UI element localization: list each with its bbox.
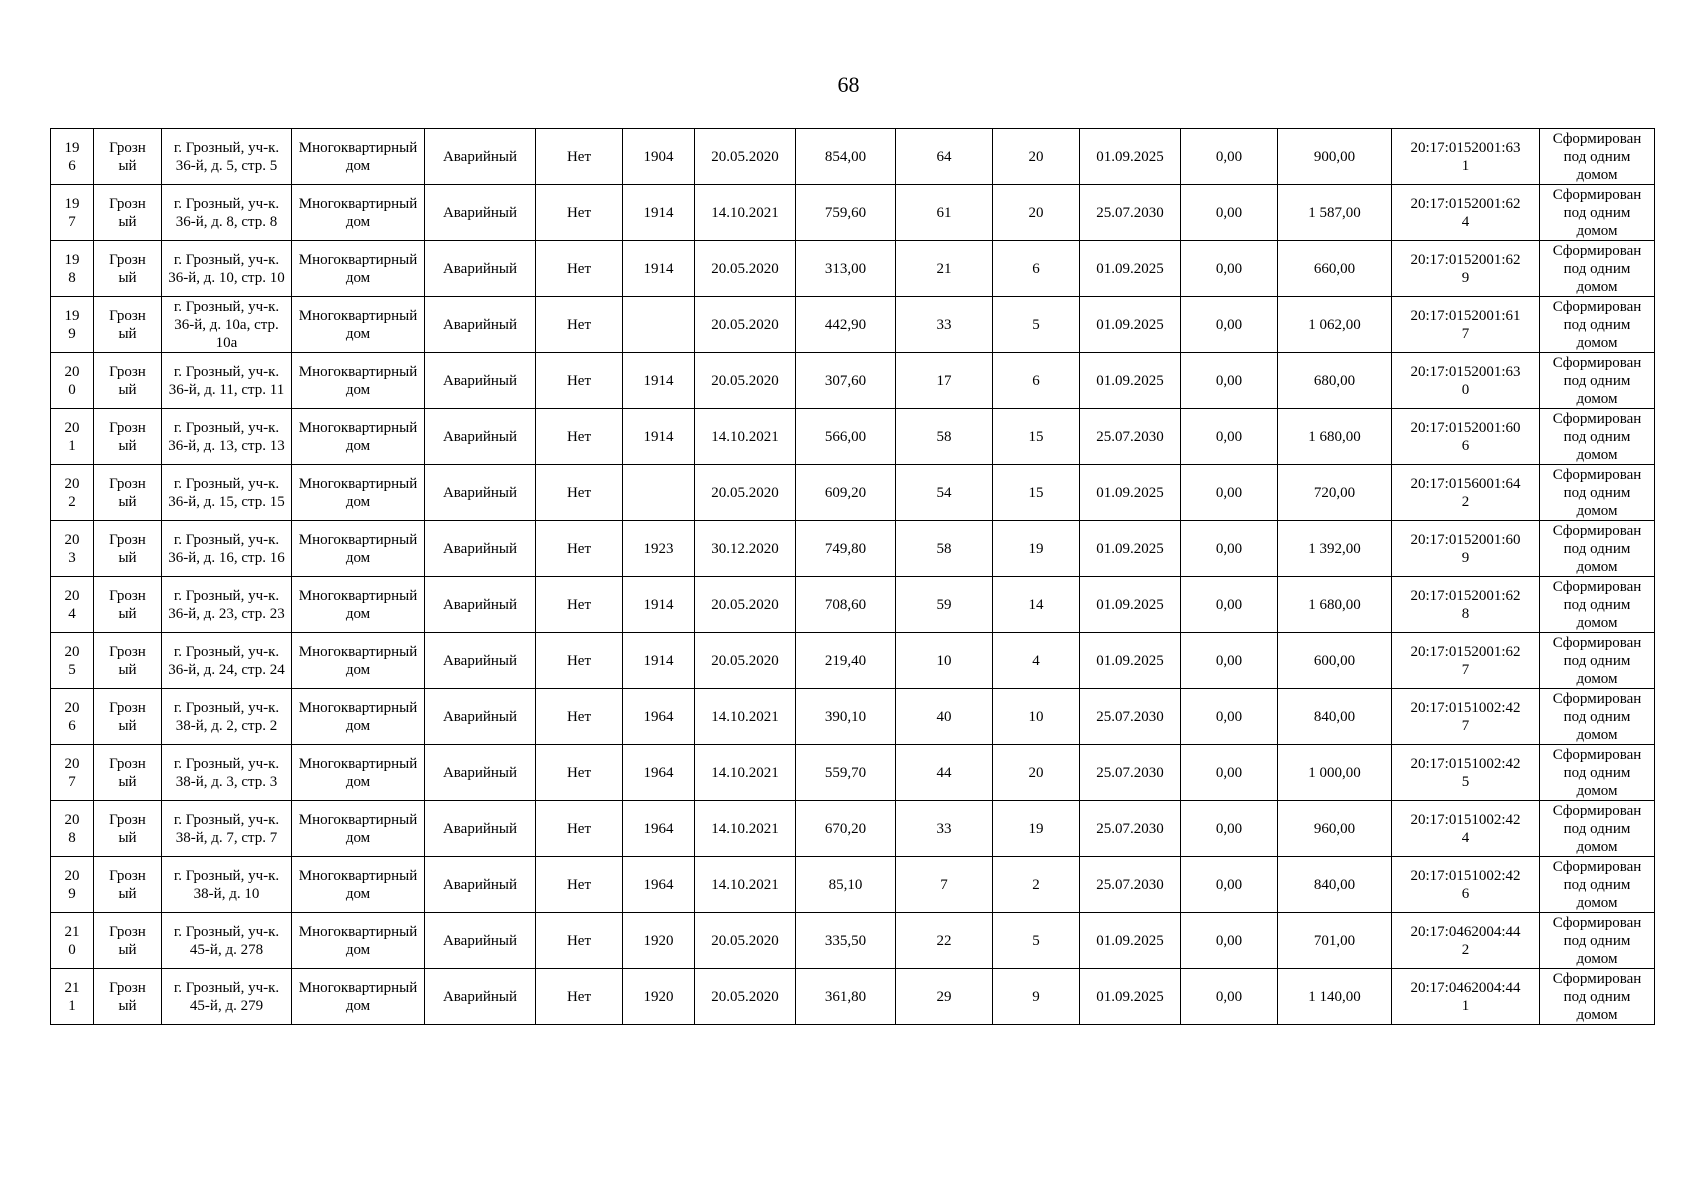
cell-planned-date: 01.09.2025 (1080, 913, 1181, 969)
cell-land-area: 1 680,00 (1278, 409, 1392, 465)
cell-city: Грозн ый (94, 969, 162, 1025)
cell-row-number: 20 5 (51, 633, 94, 689)
cell-row-number: 20 9 (51, 857, 94, 913)
cell-building-status: Аварийный (425, 409, 536, 465)
cell-residents-count: 61 (896, 185, 993, 241)
cell-row-number: 19 7 (51, 185, 94, 241)
cell-building-status: Аварийный (425, 745, 536, 801)
cell-recognition-date: 20.05.2020 (695, 969, 796, 1025)
cell-area: 609,20 (796, 465, 896, 521)
cell-zero-value: 0,00 (1181, 857, 1278, 913)
cell-city: Грозн ый (94, 521, 162, 577)
cell-zero-value: 0,00 (1181, 465, 1278, 521)
cell-area: 670,20 (796, 801, 896, 857)
cell-recognition-date: 20.05.2020 (695, 297, 796, 353)
cell-row-number: 20 1 (51, 409, 94, 465)
cell-land-formation: Сформирован под одним домом (1540, 409, 1655, 465)
housing-registry-table (50, 128, 1655, 1025)
table-row (51, 913, 1655, 969)
cell-row-number: 20 6 (51, 689, 94, 745)
cell-cadastral-number: 20:17:0152001:62 9 (1392, 241, 1540, 297)
cell-planned-date: 25.07.2030 (1080, 689, 1181, 745)
cell-flag: Нет (536, 689, 623, 745)
cell-recognition-date: 14.10.2021 (695, 801, 796, 857)
cell-city: Грозн ый (94, 633, 162, 689)
cell-cadastral-number: 20:17:0156001:64 2 (1392, 465, 1540, 521)
cell-construction-year: 1914 (623, 633, 695, 689)
cell-land-formation: Сформирован под одним домом (1540, 633, 1655, 689)
cell-land-area: 720,00 (1278, 465, 1392, 521)
table-row (51, 465, 1655, 521)
cell-construction-year: 1914 (623, 577, 695, 633)
cell-land-formation: Сформирован под одним домом (1540, 521, 1655, 577)
cell-building-status: Аварийный (425, 969, 536, 1025)
cell-residents-count: 64 (896, 129, 993, 185)
cell-construction-year: 1914 (623, 185, 695, 241)
cell-residents-count: 33 (896, 801, 993, 857)
cell-recognition-date: 14.10.2021 (695, 857, 796, 913)
cell-residents-count: 7 (896, 857, 993, 913)
cell-flag: Нет (536, 129, 623, 185)
cell-building-status: Аварийный (425, 129, 536, 185)
cell-address: г. Грозный, уч-к. 36-й, д. 13, стр. 13 (162, 409, 292, 465)
cell-city: Грозн ый (94, 745, 162, 801)
cell-recognition-date: 20.05.2020 (695, 633, 796, 689)
cell-city: Грозн ый (94, 857, 162, 913)
cell-flag: Нет (536, 409, 623, 465)
cell-residents-count: 44 (896, 745, 993, 801)
cell-row-number: 20 2 (51, 465, 94, 521)
cell-rooms-count: 4 (993, 633, 1080, 689)
cell-planned-date: 01.09.2025 (1080, 297, 1181, 353)
cell-building-type: Многоквартирный дом (292, 129, 425, 185)
cell-building-type: Многоквартирный дом (292, 409, 425, 465)
cell-land-formation: Сформирован под одним домом (1540, 577, 1655, 633)
cell-rooms-count: 20 (993, 185, 1080, 241)
cell-cadastral-number: 20:17:0152001:63 0 (1392, 353, 1540, 409)
cell-row-number: 19 8 (51, 241, 94, 297)
cell-building-type: Многоквартирный дом (292, 745, 425, 801)
cell-building-type: Многоквартирный дом (292, 297, 425, 353)
cell-land-area: 680,00 (1278, 353, 1392, 409)
cell-area: 442,90 (796, 297, 896, 353)
cell-recognition-date: 20.05.2020 (695, 241, 796, 297)
cell-city: Грозн ый (94, 241, 162, 297)
cell-zero-value: 0,00 (1181, 241, 1278, 297)
cell-area: 390,10 (796, 689, 896, 745)
cell-planned-date: 01.09.2025 (1080, 633, 1181, 689)
cell-rooms-count: 9 (993, 969, 1080, 1025)
cell-cadastral-number: 20:17:0152001:61 7 (1392, 297, 1540, 353)
cell-planned-date: 01.09.2025 (1080, 241, 1181, 297)
cell-cadastral-number: 20:17:0151002:42 6 (1392, 857, 1540, 913)
cell-address: г. Грозный, уч-к. 36-й, д. 15, стр. 15 (162, 465, 292, 521)
cell-land-area: 1 587,00 (1278, 185, 1392, 241)
cell-address: г. Грозный, уч-к. 36-й, д. 23, стр. 23 (162, 577, 292, 633)
cell-building-type: Многоквартирный дом (292, 353, 425, 409)
cell-rooms-count: 6 (993, 353, 1080, 409)
cell-building-type: Многоквартирный дом (292, 241, 425, 297)
cell-flag: Нет (536, 185, 623, 241)
cell-land-area: 1 680,00 (1278, 577, 1392, 633)
cell-planned-date: 25.07.2030 (1080, 857, 1181, 913)
cell-flag: Нет (536, 577, 623, 633)
cell-cadastral-number: 20:17:0151002:42 7 (1392, 689, 1540, 745)
cell-land-formation: Сформирован под одним домом (1540, 969, 1655, 1025)
cell-recognition-date: 20.05.2020 (695, 577, 796, 633)
cell-zero-value: 0,00 (1181, 297, 1278, 353)
cell-rooms-count: 19 (993, 801, 1080, 857)
cell-land-formation: Сформирован под одним домом (1540, 745, 1655, 801)
cell-flag: Нет (536, 521, 623, 577)
table-row (51, 689, 1655, 745)
cell-area: 854,00 (796, 129, 896, 185)
cell-cadastral-number: 20:17:0462004:44 1 (1392, 969, 1540, 1025)
cell-address: г. Грозный, уч-к. 36-й, д. 16, стр. 16 (162, 521, 292, 577)
cell-building-status: Аварийный (425, 857, 536, 913)
cell-land-formation: Сформирован под одним домом (1540, 857, 1655, 913)
cell-building-status: Аварийный (425, 465, 536, 521)
cell-flag: Нет (536, 465, 623, 521)
cell-land-area: 900,00 (1278, 129, 1392, 185)
cell-building-type: Многоквартирный дом (292, 689, 425, 745)
cell-zero-value: 0,00 (1181, 185, 1278, 241)
cell-city: Грозн ый (94, 801, 162, 857)
cell-land-area: 600,00 (1278, 633, 1392, 689)
cell-building-type: Многоквартирный дом (292, 633, 425, 689)
cell-city: Грозн ый (94, 689, 162, 745)
cell-land-area: 1 140,00 (1278, 969, 1392, 1025)
cell-flag: Нет (536, 969, 623, 1025)
cell-building-status: Аварийный (425, 913, 536, 969)
cell-zero-value: 0,00 (1181, 913, 1278, 969)
table-row (51, 801, 1655, 857)
cell-flag: Нет (536, 913, 623, 969)
cell-residents-count: 22 (896, 913, 993, 969)
cell-construction-year (623, 297, 695, 353)
cell-address: г. Грозный, уч-к. 38-й, д. 3, стр. 3 (162, 745, 292, 801)
cell-address: г. Грозный, уч-к. 36-й, д. 5, стр. 5 (162, 129, 292, 185)
cell-area: 566,00 (796, 409, 896, 465)
table-row (51, 353, 1655, 409)
cell-planned-date: 25.07.2030 (1080, 801, 1181, 857)
table-row (51, 969, 1655, 1025)
cell-land-formation: Сформирован под одним домом (1540, 353, 1655, 409)
cell-planned-date: 25.07.2030 (1080, 409, 1181, 465)
cell-residents-count: 40 (896, 689, 993, 745)
cell-address: г. Грозный, уч-к. 45-й, д. 278 (162, 913, 292, 969)
cell-building-type: Многоквартирный дом (292, 465, 425, 521)
cell-flag: Нет (536, 241, 623, 297)
cell-recognition-date: 30.12.2020 (695, 521, 796, 577)
cell-cadastral-number: 20:17:0152001:60 9 (1392, 521, 1540, 577)
cell-construction-year: 1964 (623, 801, 695, 857)
cell-building-status: Аварийный (425, 577, 536, 633)
cell-land-formation: Сформирован под одним домом (1540, 297, 1655, 353)
table-row (51, 297, 1655, 353)
cell-rooms-count: 20 (993, 745, 1080, 801)
cell-cadastral-number: 20:17:0152001:62 7 (1392, 633, 1540, 689)
table-row (51, 521, 1655, 577)
cell-building-status: Аварийный (425, 353, 536, 409)
cell-zero-value: 0,00 (1181, 745, 1278, 801)
table-row (51, 577, 1655, 633)
cell-construction-year: 1914 (623, 409, 695, 465)
cell-construction-year: 1920 (623, 913, 695, 969)
cell-flag: Нет (536, 745, 623, 801)
cell-recognition-date: 14.10.2021 (695, 185, 796, 241)
cell-zero-value: 0,00 (1181, 129, 1278, 185)
cell-planned-date: 01.09.2025 (1080, 969, 1181, 1025)
cell-residents-count: 21 (896, 241, 993, 297)
cell-rooms-count: 19 (993, 521, 1080, 577)
cell-row-number: 21 1 (51, 969, 94, 1025)
cell-area: 307,60 (796, 353, 896, 409)
cell-building-status: Аварийный (425, 185, 536, 241)
cell-city: Грозн ый (94, 297, 162, 353)
cell-address: г. Грозный, уч-к. 38-й, д. 2, стр. 2 (162, 689, 292, 745)
cell-cadastral-number: 20:17:0462004:44 2 (1392, 913, 1540, 969)
cell-construction-year: 1964 (623, 857, 695, 913)
cell-address: г. Грозный, уч-к. 36-й, д. 8, стр. 8 (162, 185, 292, 241)
cell-construction-year: 1914 (623, 241, 695, 297)
cell-land-area: 1 062,00 (1278, 297, 1392, 353)
cell-recognition-date: 20.05.2020 (695, 353, 796, 409)
cell-planned-date: 25.07.2030 (1080, 185, 1181, 241)
cell-address: г. Грозный, уч-к. 36-й, д. 24, стр. 24 (162, 633, 292, 689)
cell-city: Грозн ый (94, 129, 162, 185)
cell-planned-date: 01.09.2025 (1080, 353, 1181, 409)
cell-land-area: 840,00 (1278, 857, 1392, 913)
cell-building-type: Многоквартирный дом (292, 913, 425, 969)
table-row (51, 185, 1655, 241)
cell-rooms-count: 15 (993, 409, 1080, 465)
cell-building-status: Аварийный (425, 241, 536, 297)
cell-flag: Нет (536, 633, 623, 689)
cell-cadastral-number: 20:17:0151002:42 4 (1392, 801, 1540, 857)
cell-cadastral-number: 20:17:0152001:62 4 (1392, 185, 1540, 241)
cell-zero-value: 0,00 (1181, 353, 1278, 409)
cell-land-area: 1 392,00 (1278, 521, 1392, 577)
cell-recognition-date: 20.05.2020 (695, 913, 796, 969)
cell-rooms-count: 6 (993, 241, 1080, 297)
table-row (51, 857, 1655, 913)
cell-building-status: Аварийный (425, 521, 536, 577)
cell-planned-date: 01.09.2025 (1080, 521, 1181, 577)
cell-land-formation: Сформирован под одним домом (1540, 129, 1655, 185)
cell-land-area: 840,00 (1278, 689, 1392, 745)
cell-planned-date: 25.07.2030 (1080, 745, 1181, 801)
cell-land-area: 660,00 (1278, 241, 1392, 297)
cell-zero-value: 0,00 (1181, 689, 1278, 745)
cell-row-number: 20 8 (51, 801, 94, 857)
cell-row-number: 20 3 (51, 521, 94, 577)
cell-area: 335,50 (796, 913, 896, 969)
cell-city: Грозн ый (94, 409, 162, 465)
cell-land-area: 1 000,00 (1278, 745, 1392, 801)
cell-city: Грозн ый (94, 577, 162, 633)
cell-address: г. Грозный, уч-к. 36-й, д. 10а, стр. 10а (162, 297, 292, 353)
cell-area: 708,60 (796, 577, 896, 633)
cell-recognition-date: 20.05.2020 (695, 129, 796, 185)
cell-flag: Нет (536, 297, 623, 353)
cell-cadastral-number: 20:17:0152001:60 6 (1392, 409, 1540, 465)
cell-area: 313,00 (796, 241, 896, 297)
cell-residents-count: 59 (896, 577, 993, 633)
cell-row-number: 19 6 (51, 129, 94, 185)
cell-address: г. Грозный, уч-к. 38-й, д. 7, стр. 7 (162, 801, 292, 857)
cell-construction-year: 1920 (623, 969, 695, 1025)
cell-recognition-date: 14.10.2021 (695, 745, 796, 801)
cell-construction-year: 1964 (623, 689, 695, 745)
cell-construction-year: 1923 (623, 521, 695, 577)
page-number: 68 (837, 72, 860, 97)
cell-rooms-count: 2 (993, 857, 1080, 913)
cell-zero-value: 0,00 (1181, 577, 1278, 633)
cell-building-status: Аварийный (425, 633, 536, 689)
cell-building-status: Аварийный (425, 689, 536, 745)
cell-building-status: Аварийный (425, 297, 536, 353)
cell-city: Грозн ый (94, 353, 162, 409)
cell-flag: Нет (536, 857, 623, 913)
cell-rooms-count: 15 (993, 465, 1080, 521)
cell-row-number: 19 9 (51, 297, 94, 353)
cell-zero-value: 0,00 (1181, 409, 1278, 465)
cell-residents-count: 29 (896, 969, 993, 1025)
cell-land-formation: Сформирован под одним домом (1540, 689, 1655, 745)
cell-rooms-count: 20 (993, 129, 1080, 185)
cell-area: 85,10 (796, 857, 896, 913)
cell-building-type: Многоквартирный дом (292, 857, 425, 913)
cell-row-number: 21 0 (51, 913, 94, 969)
cell-area: 361,80 (796, 969, 896, 1025)
cell-residents-count: 10 (896, 633, 993, 689)
cell-building-type: Многоквартирный дом (292, 521, 425, 577)
cell-zero-value: 0,00 (1181, 801, 1278, 857)
cell-land-formation: Сформирован под одним домом (1540, 801, 1655, 857)
cell-cadastral-number: 20:17:0152001:63 1 (1392, 129, 1540, 185)
cell-zero-value: 0,00 (1181, 969, 1278, 1025)
cell-residents-count: 33 (896, 297, 993, 353)
cell-zero-value: 0,00 (1181, 521, 1278, 577)
cell-flag: Нет (536, 353, 623, 409)
cell-rooms-count: 5 (993, 297, 1080, 353)
cell-area: 749,80 (796, 521, 896, 577)
table-row (51, 633, 1655, 689)
cell-city: Грозн ый (94, 465, 162, 521)
cell-row-number: 20 7 (51, 745, 94, 801)
cell-residents-count: 54 (896, 465, 993, 521)
cell-rooms-count: 14 (993, 577, 1080, 633)
table-row (51, 241, 1655, 297)
table-row (51, 129, 1655, 185)
cell-area: 759,60 (796, 185, 896, 241)
cell-area: 559,70 (796, 745, 896, 801)
cell-row-number: 20 4 (51, 577, 94, 633)
cell-construction-year: 1964 (623, 745, 695, 801)
cell-residents-count: 17 (896, 353, 993, 409)
cell-zero-value: 0,00 (1181, 633, 1278, 689)
table-row (51, 745, 1655, 801)
cell-cadastral-number: 20:17:0151002:42 5 (1392, 745, 1540, 801)
cell-recognition-date: 14.10.2021 (695, 689, 796, 745)
cell-residents-count: 58 (896, 521, 993, 577)
cell-land-formation: Сформирован под одним домом (1540, 465, 1655, 521)
cell-land-formation: Сформирован под одним домом (1540, 241, 1655, 297)
cell-building-type: Многоквартирный дом (292, 185, 425, 241)
cell-construction-year (623, 465, 695, 521)
cell-address: г. Грозный, уч-к. 36-й, д. 10, стр. 10 (162, 241, 292, 297)
cell-construction-year: 1914 (623, 353, 695, 409)
cell-building-status: Аварийный (425, 801, 536, 857)
cell-land-formation: Сформирован под одним домом (1540, 185, 1655, 241)
cell-recognition-date: 20.05.2020 (695, 465, 796, 521)
cell-building-type: Многоквартирный дом (292, 969, 425, 1025)
cell-recognition-date: 14.10.2021 (695, 409, 796, 465)
cell-address: г. Грозный, уч-к. 45-й, д. 279 (162, 969, 292, 1025)
cell-flag: Нет (536, 801, 623, 857)
cell-building-type: Многоквартирный дом (292, 577, 425, 633)
cell-land-area: 701,00 (1278, 913, 1392, 969)
cell-land-area: 960,00 (1278, 801, 1392, 857)
cell-address: г. Грозный, уч-к. 38-й, д. 10 (162, 857, 292, 913)
table-row (51, 409, 1655, 465)
cell-rooms-count: 10 (993, 689, 1080, 745)
cell-planned-date: 01.09.2025 (1080, 577, 1181, 633)
cell-planned-date: 01.09.2025 (1080, 129, 1181, 185)
cell-area: 219,40 (796, 633, 896, 689)
cell-construction-year: 1904 (623, 129, 695, 185)
cell-address: г. Грозный, уч-к. 36-й, д. 11, стр. 11 (162, 353, 292, 409)
cell-building-type: Многоквартирный дом (292, 801, 425, 857)
cell-city: Грозн ый (94, 185, 162, 241)
table-body (51, 129, 1655, 1025)
cell-land-formation: Сформирован под одним домом (1540, 913, 1655, 969)
cell-rooms-count: 5 (993, 913, 1080, 969)
cell-city: Грозн ый (94, 913, 162, 969)
cell-row-number: 20 0 (51, 353, 94, 409)
cell-cadastral-number: 20:17:0152001:62 8 (1392, 577, 1540, 633)
cell-residents-count: 58 (896, 409, 993, 465)
cell-planned-date: 01.09.2025 (1080, 465, 1181, 521)
